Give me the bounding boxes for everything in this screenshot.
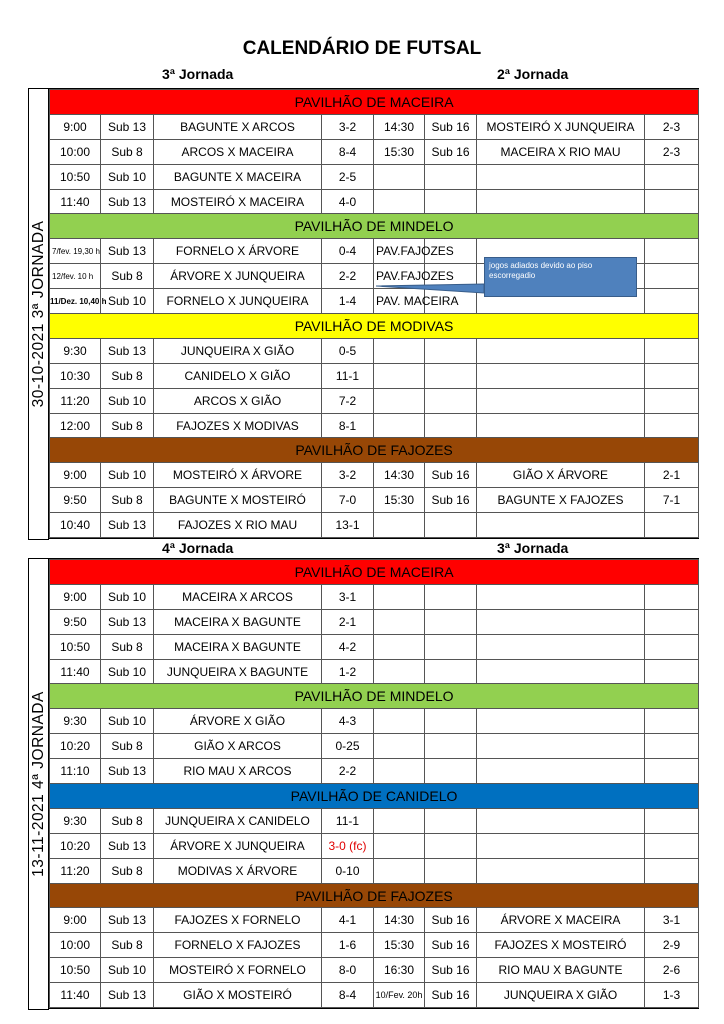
match-cell-2: [477, 734, 645, 759]
match-cell: FORNELO X FAJOZES: [154, 933, 322, 958]
time-cell: 11/Dez. 10,40 h: [50, 289, 101, 314]
time-cell-2: 16:30: [374, 958, 425, 983]
bottom-left-jornada-label: 4ª Jornada: [162, 540, 234, 556]
score-cell-2: [645, 759, 699, 784]
table-row: [50, 858, 699, 883]
time-cell: 9:50: [50, 609, 101, 634]
time-cell: 10:50: [50, 958, 101, 983]
match-cell: BAGUNTE X MACEIRA: [154, 164, 322, 189]
score-cell: 4-1: [322, 908, 374, 933]
time-cell-2: [374, 808, 425, 833]
score-cell-2: [645, 709, 699, 734]
score-cell-2: [645, 833, 699, 858]
match-cell-2: [477, 858, 645, 883]
time-cell-2: 15:30: [374, 139, 425, 164]
time-cell: 9:00: [50, 114, 101, 139]
score-cell-2: 7-1: [645, 488, 699, 513]
category-cell: Sub 13: [101, 114, 154, 139]
time-cell-2: [374, 634, 425, 659]
category-cell-2: Sub 16: [425, 908, 477, 933]
time-cell: 7/fev. 19,30 h: [50, 239, 101, 264]
match-cell: BAGUNTE X MOSTEIRÓ: [154, 488, 322, 513]
score-cell-2: [645, 659, 699, 684]
match-cell: RIO MAU X ARCOS: [154, 759, 322, 784]
table-row: [50, 734, 699, 759]
time-cell: 9:00: [50, 908, 101, 933]
category-cell: Sub 13: [101, 239, 154, 264]
time-cell: 10:20: [50, 734, 101, 759]
match-cell-2: FAJOZES X MOSTEIRÓ: [477, 933, 645, 958]
venue-header: PAVILHÃO DE CANIDELO: [50, 784, 699, 809]
match-cell: FORNELO X ÁRVORE: [154, 239, 322, 264]
time-cell-2: [374, 609, 425, 634]
category-cell: Sub 13: [101, 338, 154, 363]
category-cell: Sub 10: [101, 388, 154, 413]
top-side-label: 30-10-2021 3ª JORNADA: [30, 220, 47, 408]
match-cell-2: [477, 584, 645, 609]
time-cell-2: [374, 759, 425, 784]
score-cell-2: [645, 734, 699, 759]
category-cell: Sub 8: [101, 858, 154, 883]
time-cell: 11:40: [50, 189, 101, 214]
page-title: CALENDÁRIO DE FUTSAL: [242, 38, 482, 59]
category-cell: Sub 10: [101, 584, 154, 609]
time-cell: 11:20: [50, 388, 101, 413]
score-cell-2: [645, 858, 699, 883]
score-cell: 4-0: [322, 189, 374, 214]
score-cell: 2-5: [322, 164, 374, 189]
time-cell: 10:00: [50, 139, 101, 164]
match-cell-2: [477, 634, 645, 659]
category-cell: Sub 13: [101, 908, 154, 933]
score-cell: 8-1: [322, 413, 374, 438]
venue-header: PAVILHÃO DE MACEIRA: [50, 560, 699, 585]
category-cell: Sub 10: [101, 958, 154, 983]
time-cell: 10:00: [50, 933, 101, 958]
score-cell-2: [645, 584, 699, 609]
score-cell: 4-3: [322, 709, 374, 734]
score-cell-2: 2-9: [645, 933, 699, 958]
match-cell-2: GIÃO X ÁRVORE: [477, 463, 645, 488]
category-cell-2: [425, 634, 477, 659]
match-cell: JUNQUEIRA X CANIDELO: [154, 808, 322, 833]
score-cell-2: 2-3: [645, 114, 699, 139]
match-cell: ARCOS X MACEIRA: [154, 139, 322, 164]
time-cell-2: [374, 734, 425, 759]
category-cell-2: Sub 16: [425, 463, 477, 488]
match-cell: JUNQUEIRA X BAGUNTE: [154, 659, 322, 684]
table-row: [50, 584, 699, 609]
category-cell-2: [425, 808, 477, 833]
category-cell-2: Sub 16: [425, 933, 477, 958]
time-cell-2: 15:30: [374, 933, 425, 958]
time-cell-2: [374, 584, 425, 609]
time-cell-2: 15:30: [374, 488, 425, 513]
category-cell-2: [425, 759, 477, 784]
venue-header: PAVILHÃO DE MACEIRA: [50, 90, 699, 115]
category-cell: Sub 8: [101, 363, 154, 388]
match-cell: ÁRVORE X GIÃO: [154, 709, 322, 734]
score-cell-2: 2-1: [645, 463, 699, 488]
time-cell-2: 14:30: [374, 463, 425, 488]
score-cell: 11-1: [322, 808, 374, 833]
score-cell: 7-2: [322, 388, 374, 413]
category-cell-2: [425, 659, 477, 684]
match-cell-2: RIO MAU X BAGUNTE: [477, 958, 645, 983]
match-cell-2: [477, 833, 645, 858]
category-cell: Sub 10: [101, 659, 154, 684]
category-cell: Sub 13: [101, 189, 154, 214]
time-cell-2: [374, 858, 425, 883]
score-cell: 0-4: [322, 239, 374, 264]
table-row: [50, 933, 699, 958]
table-row: [50, 759, 699, 784]
venue-header: PAVILHÃO DE FAJOZES: [50, 438, 699, 463]
time-cell: 9:00: [50, 463, 101, 488]
category-cell: Sub 13: [101, 513, 154, 538]
time-cell: 10:50: [50, 164, 101, 189]
bottom-schedule-table: [48, 558, 699, 1009]
match-cell-2: BAGUNTE X FAJOZES: [477, 488, 645, 513]
score-cell: 8-0: [322, 958, 374, 983]
score-cell-2: [645, 609, 699, 634]
score-cell: 4-2: [322, 634, 374, 659]
match-cell-2: [477, 808, 645, 833]
bottom-table: [49, 559, 699, 1008]
bottom-right-jornada-label: 3ª Jornada: [497, 540, 569, 556]
time-cell: 12/fev. 10 h: [50, 264, 101, 289]
venue-header-row: [50, 560, 699, 585]
table-row: [50, 609, 699, 634]
match-cell: MACEIRA X BAGUNTE: [154, 634, 322, 659]
score-cell: 7-0: [322, 488, 374, 513]
top-right-jornada-label: 2ª Jornada: [497, 66, 569, 82]
score-cell: 3-2: [322, 114, 374, 139]
table-row: [50, 958, 699, 983]
score-cell: 8-4: [322, 139, 374, 164]
match-cell-2: ÁRVORE X MACEIRA: [477, 908, 645, 933]
category-cell: Sub 8: [101, 808, 154, 833]
category-cell: Sub 13: [101, 759, 154, 784]
match-cell: CANIDELO X GIÃO: [154, 363, 322, 388]
table-row: [50, 709, 699, 734]
category-cell-2: [425, 833, 477, 858]
score-cell: 2-2: [322, 264, 374, 289]
venue-header: PAVILHÃO DE MINDELO: [50, 214, 699, 239]
time-cell-2: 10/Fev. 20h: [374, 983, 425, 1008]
match-cell: FAJOZES X FORNELO: [154, 908, 322, 933]
time-cell-2: [374, 709, 425, 734]
top-left-jornada-label: 3ª Jornada: [162, 66, 234, 82]
time-cell: 9:30: [50, 338, 101, 363]
postponed-note-callout: jogos adiados devido ao piso escorregadio: [484, 257, 637, 297]
match-cell: MACEIRA X ARCOS: [154, 584, 322, 609]
score-cell: 2-2: [322, 759, 374, 784]
bottom-side-label: 13-11-2021 4ª JORNADA: [30, 691, 47, 877]
table-row: [50, 659, 699, 684]
time-cell: 9:50: [50, 488, 101, 513]
venue-header: PAVILHÃO DE MODIVAS: [50, 314, 699, 339]
match-cell-2: MOSTEIRÓ X JUNQUEIRA: [477, 114, 645, 139]
score-cell: 2-1: [322, 609, 374, 634]
time-cell-2: [374, 833, 425, 858]
match-cell: MODIVAS X ÁRVORE: [154, 858, 322, 883]
score-cell-2: 2-3: [645, 139, 699, 164]
category-cell-2: Sub 16: [425, 983, 477, 1008]
match-cell: FAJOZES X RIO MAU: [154, 513, 322, 538]
match-cell-2: JUNQUEIRA X GIÃO: [477, 983, 645, 1008]
score-cell: 0-10: [322, 858, 374, 883]
category-cell: Sub 8: [101, 264, 154, 289]
time-cell: 9:00: [50, 584, 101, 609]
match-cell: FORNELO X JUNQUEIRA: [154, 289, 322, 314]
score-cell: 0-25: [322, 734, 374, 759]
time-cell: 10:50: [50, 634, 101, 659]
category-cell-2: [425, 609, 477, 634]
category-cell: Sub 13: [101, 609, 154, 634]
score-cell: 3-1: [322, 584, 374, 609]
category-cell: Sub 8: [101, 634, 154, 659]
match-cell: GIÃO X MOSTEIRÓ: [154, 983, 322, 1008]
venue-header-row: [50, 684, 699, 709]
match-cell: GIÃO X ARCOS: [154, 734, 322, 759]
match-cell-2: [477, 659, 645, 684]
match-cell-2: [477, 759, 645, 784]
time-cell: 11:40: [50, 659, 101, 684]
score-cell: 13-1: [322, 513, 374, 538]
score-cell: 0-5: [322, 338, 374, 363]
venue-header: PAVILHÃO DE FAJOZES: [50, 883, 699, 908]
table-row: [50, 634, 699, 659]
time-cell: 9:30: [50, 709, 101, 734]
table-row: [50, 808, 699, 833]
score-cell-2: [645, 808, 699, 833]
category-cell: Sub 10: [101, 463, 154, 488]
match-cell-2: MACEIRA X RIO MAU: [477, 139, 645, 164]
match-cell: BAGUNTE X ARCOS: [154, 114, 322, 139]
category-cell: Sub 8: [101, 488, 154, 513]
time-cell-2: PAV.FAJOZES: [374, 264, 425, 289]
time-cell-2: PAV. MACEIRA: [374, 289, 425, 314]
bottom-side-label-box: [28, 558, 49, 1010]
score-cell: 3-0 (fc): [322, 833, 374, 858]
category-cell-2: [425, 584, 477, 609]
time-cell: 11:40: [50, 983, 101, 1008]
score-cell: 1-6: [322, 933, 374, 958]
match-cell: ARCOS X GIÃO: [154, 388, 322, 413]
score-cell-2: 1-3: [645, 983, 699, 1008]
category-cell: Sub 13: [101, 833, 154, 858]
table-row: [50, 833, 699, 858]
category-cell: Sub 10: [101, 709, 154, 734]
category-cell-2: [425, 734, 477, 759]
time-cell-2: 14:30: [374, 114, 425, 139]
score-cell: 1-2: [322, 659, 374, 684]
category-cell-2: [425, 709, 477, 734]
match-cell: FAJOZES X MODIVAS: [154, 413, 322, 438]
venue-header-row: [50, 784, 699, 809]
venue-header: PAVILHÃO DE MINDELO: [50, 684, 699, 709]
match-cell: MACEIRA X BAGUNTE: [154, 609, 322, 634]
match-cell: MOSTEIRÓ X ÁRVORE: [154, 463, 322, 488]
category-cell-2: Sub 16: [425, 488, 477, 513]
score-cell: 3-2: [322, 463, 374, 488]
time-cell-2: PAV.FAJOZES: [374, 239, 425, 264]
time-cell: 9:30: [50, 808, 101, 833]
category-cell: Sub 13: [101, 983, 154, 1008]
time-cell: 11:10: [50, 759, 101, 784]
match-cell: MOSTEIRÓ X MACEIRA: [154, 189, 322, 214]
time-cell-2: [374, 659, 425, 684]
match-cell-2: [477, 709, 645, 734]
table-row: [50, 983, 699, 1008]
category-cell: Sub 8: [101, 139, 154, 164]
category-cell-2: Sub 16: [425, 139, 477, 164]
score-cell: 1-4: [322, 289, 374, 314]
category-cell-2: Sub 16: [425, 958, 477, 983]
category-cell-2: Sub 16: [425, 114, 477, 139]
match-cell: ÁRVORE X JUNQUEIRA: [154, 833, 322, 858]
time-cell: 12:00: [50, 413, 101, 438]
match-cell-2: [477, 609, 645, 634]
category-cell: Sub 8: [101, 413, 154, 438]
score-cell: 8-4: [322, 983, 374, 1008]
time-cell-2: 14:30: [374, 908, 425, 933]
match-cell: MOSTEIRÓ X FORNELO: [154, 958, 322, 983]
category-cell: Sub 8: [101, 933, 154, 958]
score-cell-2: [645, 634, 699, 659]
category-cell-2: [425, 858, 477, 883]
category-cell: Sub 8: [101, 734, 154, 759]
venue-header-row: [50, 883, 699, 908]
table-row: [50, 908, 699, 933]
category-cell: Sub 10: [101, 164, 154, 189]
match-cell: JUNQUEIRA X GIÃO: [154, 338, 322, 363]
time-cell: 11:20: [50, 858, 101, 883]
time-cell: 10:20: [50, 833, 101, 858]
category-cell: Sub 10: [101, 289, 154, 314]
score-cell: 11-1: [322, 363, 374, 388]
score-cell-2: 3-1: [645, 908, 699, 933]
match-cell: ÁRVORE X JUNQUEIRA: [154, 264, 322, 289]
score-cell-2: 2-6: [645, 958, 699, 983]
time-cell: 10:40: [50, 513, 101, 538]
time-cell: 10:30: [50, 363, 101, 388]
